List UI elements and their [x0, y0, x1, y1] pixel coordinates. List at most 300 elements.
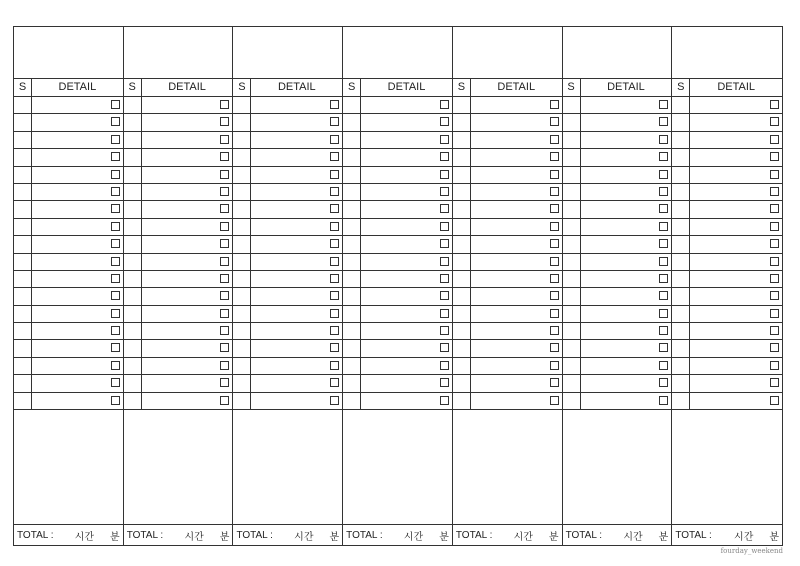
detail-cell[interactable]	[32, 184, 123, 200]
status-cell[interactable]	[14, 236, 32, 252]
status-cell[interactable]	[563, 236, 581, 252]
status-cell[interactable]	[453, 132, 471, 148]
status-cell[interactable]	[672, 184, 690, 200]
task-checkbox[interactable]	[770, 117, 779, 126]
task-checkbox[interactable]	[330, 378, 339, 387]
detail-cell[interactable]	[361, 114, 452, 130]
detail-cell[interactable]	[471, 149, 562, 165]
column-title-area[interactable]	[343, 27, 452, 79]
task-checkbox[interactable]	[330, 222, 339, 231]
detail-cell[interactable]	[361, 254, 452, 270]
status-cell[interactable]	[563, 340, 581, 356]
status-cell[interactable]	[124, 306, 142, 322]
status-cell[interactable]	[14, 132, 32, 148]
status-cell[interactable]	[233, 340, 251, 356]
status-cell[interactable]	[233, 375, 251, 391]
task-checkbox[interactable]	[330, 170, 339, 179]
status-cell[interactable]	[563, 184, 581, 200]
detail-cell[interactable]	[32, 271, 123, 287]
task-checkbox[interactable]	[111, 170, 120, 179]
detail-cell[interactable]	[581, 340, 672, 356]
status-cell[interactable]	[343, 288, 361, 304]
status-cell[interactable]	[563, 201, 581, 217]
column-title-area[interactable]	[672, 27, 782, 79]
status-cell[interactable]	[233, 184, 251, 200]
detail-cell[interactable]	[251, 149, 342, 165]
task-checkbox[interactable]	[220, 343, 229, 352]
status-cell[interactable]	[124, 323, 142, 339]
task-checkbox[interactable]	[111, 326, 120, 335]
detail-cell[interactable]	[32, 219, 123, 235]
task-checkbox[interactable]	[440, 152, 449, 161]
status-cell[interactable]	[343, 254, 361, 270]
task-checkbox[interactable]	[111, 204, 120, 213]
detail-cell[interactable]	[690, 97, 782, 113]
task-checkbox[interactable]	[550, 257, 559, 266]
status-cell[interactable]	[453, 97, 471, 113]
task-checkbox[interactable]	[111, 100, 120, 109]
status-cell[interactable]	[453, 149, 471, 165]
task-checkbox[interactable]	[659, 239, 668, 248]
status-cell[interactable]	[672, 375, 690, 391]
task-checkbox[interactable]	[440, 187, 449, 196]
status-cell[interactable]	[343, 306, 361, 322]
task-checkbox[interactable]	[659, 291, 668, 300]
task-checkbox[interactable]	[440, 222, 449, 231]
status-cell[interactable]	[453, 288, 471, 304]
task-checkbox[interactable]	[111, 117, 120, 126]
detail-cell[interactable]	[581, 323, 672, 339]
detail-cell[interactable]	[251, 132, 342, 148]
status-cell[interactable]	[124, 184, 142, 200]
status-cell[interactable]	[233, 236, 251, 252]
detail-cell[interactable]	[690, 114, 782, 130]
status-cell[interactable]	[343, 167, 361, 183]
task-checkbox[interactable]	[550, 135, 559, 144]
task-checkbox[interactable]	[330, 187, 339, 196]
task-checkbox[interactable]	[550, 117, 559, 126]
task-checkbox[interactable]	[111, 135, 120, 144]
detail-cell[interactable]	[32, 375, 123, 391]
task-checkbox[interactable]	[659, 309, 668, 318]
status-cell[interactable]	[563, 323, 581, 339]
detail-cell[interactable]	[32, 167, 123, 183]
detail-cell[interactable]	[32, 340, 123, 356]
detail-cell[interactable]	[251, 323, 342, 339]
task-checkbox[interactable]	[440, 239, 449, 248]
status-cell[interactable]	[124, 201, 142, 217]
detail-cell[interactable]	[361, 97, 452, 113]
task-checkbox[interactable]	[330, 361, 339, 370]
status-cell[interactable]	[233, 288, 251, 304]
task-checkbox[interactable]	[111, 343, 120, 352]
detail-cell[interactable]	[471, 358, 562, 374]
task-checkbox[interactable]	[111, 187, 120, 196]
task-checkbox[interactable]	[659, 204, 668, 213]
detail-cell[interactable]	[471, 288, 562, 304]
status-cell[interactable]	[343, 393, 361, 409]
task-checkbox[interactable]	[440, 378, 449, 387]
status-cell[interactable]	[343, 114, 361, 130]
detail-cell[interactable]	[690, 288, 782, 304]
detail-cell[interactable]	[361, 288, 452, 304]
notes-area[interactable]	[453, 410, 562, 525]
task-checkbox[interactable]	[330, 326, 339, 335]
detail-cell[interactable]	[142, 375, 233, 391]
task-checkbox[interactable]	[440, 396, 449, 405]
task-checkbox[interactable]	[111, 222, 120, 231]
task-checkbox[interactable]	[550, 291, 559, 300]
detail-cell[interactable]	[32, 114, 123, 130]
status-cell[interactable]	[233, 271, 251, 287]
task-checkbox[interactable]	[659, 152, 668, 161]
detail-cell[interactable]	[142, 254, 233, 270]
task-checkbox[interactable]	[330, 343, 339, 352]
task-checkbox[interactable]	[111, 291, 120, 300]
detail-cell[interactable]	[471, 132, 562, 148]
detail-cell[interactable]	[471, 201, 562, 217]
detail-cell[interactable]	[142, 306, 233, 322]
detail-cell[interactable]	[581, 393, 672, 409]
column-title-area[interactable]	[453, 27, 562, 79]
task-checkbox[interactable]	[550, 204, 559, 213]
status-cell[interactable]	[672, 201, 690, 217]
status-cell[interactable]	[343, 271, 361, 287]
status-cell[interactable]	[343, 149, 361, 165]
detail-cell[interactable]	[581, 201, 672, 217]
status-cell[interactable]	[233, 219, 251, 235]
status-cell[interactable]	[563, 167, 581, 183]
task-checkbox[interactable]	[330, 291, 339, 300]
detail-cell[interactable]	[690, 184, 782, 200]
status-cell[interactable]	[124, 340, 142, 356]
task-checkbox[interactable]	[770, 378, 779, 387]
notes-area[interactable]	[672, 410, 782, 525]
detail-cell[interactable]	[581, 236, 672, 252]
task-checkbox[interactable]	[330, 152, 339, 161]
status-cell[interactable]	[14, 375, 32, 391]
task-checkbox[interactable]	[770, 361, 779, 370]
task-checkbox[interactable]	[220, 326, 229, 335]
detail-cell[interactable]	[581, 375, 672, 391]
status-cell[interactable]	[563, 393, 581, 409]
status-cell[interactable]	[672, 306, 690, 322]
detail-cell[interactable]	[581, 288, 672, 304]
status-cell[interactable]	[14, 149, 32, 165]
detail-cell[interactable]	[690, 201, 782, 217]
task-checkbox[interactable]	[220, 239, 229, 248]
status-cell[interactable]	[124, 97, 142, 113]
task-checkbox[interactable]	[770, 326, 779, 335]
detail-cell[interactable]	[471, 114, 562, 130]
status-cell[interactable]	[124, 114, 142, 130]
status-cell[interactable]	[563, 375, 581, 391]
detail-cell[interactable]	[142, 358, 233, 374]
status-cell[interactable]	[563, 132, 581, 148]
status-cell[interactable]	[672, 149, 690, 165]
status-cell[interactable]	[14, 271, 32, 287]
task-checkbox[interactable]	[330, 239, 339, 248]
detail-cell[interactable]	[251, 254, 342, 270]
status-cell[interactable]	[233, 167, 251, 183]
detail-cell[interactable]	[32, 393, 123, 409]
detail-cell[interactable]	[251, 288, 342, 304]
task-checkbox[interactable]	[440, 361, 449, 370]
detail-cell[interactable]	[32, 306, 123, 322]
task-checkbox[interactable]	[550, 396, 559, 405]
status-cell[interactable]	[563, 254, 581, 270]
status-cell[interactable]	[233, 358, 251, 374]
task-checkbox[interactable]	[659, 222, 668, 231]
task-checkbox[interactable]	[770, 222, 779, 231]
detail-cell[interactable]	[251, 375, 342, 391]
detail-cell[interactable]	[32, 149, 123, 165]
detail-cell[interactable]	[361, 306, 452, 322]
status-cell[interactable]	[453, 114, 471, 130]
detail-cell[interactable]	[251, 393, 342, 409]
status-cell[interactable]	[14, 219, 32, 235]
detail-cell[interactable]	[361, 184, 452, 200]
task-checkbox[interactable]	[220, 135, 229, 144]
status-cell[interactable]	[343, 375, 361, 391]
detail-cell[interactable]	[361, 149, 452, 165]
status-cell[interactable]	[343, 340, 361, 356]
task-checkbox[interactable]	[770, 204, 779, 213]
task-checkbox[interactable]	[440, 170, 449, 179]
task-checkbox[interactable]	[659, 274, 668, 283]
detail-cell[interactable]	[471, 271, 562, 287]
task-checkbox[interactable]	[770, 187, 779, 196]
task-checkbox[interactable]	[550, 326, 559, 335]
status-cell[interactable]	[233, 306, 251, 322]
task-checkbox[interactable]	[111, 239, 120, 248]
status-cell[interactable]	[343, 132, 361, 148]
status-cell[interactable]	[343, 201, 361, 217]
status-cell[interactable]	[563, 219, 581, 235]
status-cell[interactable]	[563, 149, 581, 165]
detail-cell[interactable]	[32, 97, 123, 113]
status-cell[interactable]	[453, 393, 471, 409]
detail-cell[interactable]	[142, 288, 233, 304]
detail-cell[interactable]	[690, 167, 782, 183]
status-cell[interactable]	[672, 393, 690, 409]
column-title-area[interactable]	[14, 27, 123, 79]
status-cell[interactable]	[14, 254, 32, 270]
detail-cell[interactable]	[471, 323, 562, 339]
detail-cell[interactable]	[32, 323, 123, 339]
column-title-area[interactable]	[563, 27, 672, 79]
task-checkbox[interactable]	[550, 222, 559, 231]
detail-cell[interactable]	[581, 97, 672, 113]
detail-cell[interactable]	[471, 184, 562, 200]
detail-cell[interactable]	[471, 393, 562, 409]
status-cell[interactable]	[233, 201, 251, 217]
detail-cell[interactable]	[361, 201, 452, 217]
task-checkbox[interactable]	[659, 100, 668, 109]
detail-cell[interactable]	[581, 254, 672, 270]
status-cell[interactable]	[14, 167, 32, 183]
task-checkbox[interactable]	[440, 326, 449, 335]
detail-cell[interactable]	[32, 132, 123, 148]
detail-cell[interactable]	[471, 167, 562, 183]
detail-cell[interactable]	[690, 149, 782, 165]
detail-cell[interactable]	[581, 114, 672, 130]
status-cell[interactable]	[233, 254, 251, 270]
task-checkbox[interactable]	[550, 100, 559, 109]
task-checkbox[interactable]	[220, 204, 229, 213]
detail-cell[interactable]	[361, 132, 452, 148]
status-cell[interactable]	[124, 219, 142, 235]
task-checkbox[interactable]	[330, 309, 339, 318]
detail-cell[interactable]	[32, 288, 123, 304]
task-checkbox[interactable]	[220, 170, 229, 179]
detail-cell[interactable]	[690, 271, 782, 287]
detail-cell[interactable]	[251, 236, 342, 252]
detail-cell[interactable]	[32, 358, 123, 374]
task-checkbox[interactable]	[770, 100, 779, 109]
status-cell[interactable]	[453, 340, 471, 356]
notes-area[interactable]	[563, 410, 672, 525]
status-cell[interactable]	[672, 132, 690, 148]
detail-cell[interactable]	[581, 358, 672, 374]
status-cell[interactable]	[124, 375, 142, 391]
task-checkbox[interactable]	[659, 257, 668, 266]
task-checkbox[interactable]	[111, 257, 120, 266]
status-cell[interactable]	[563, 358, 581, 374]
detail-cell[interactable]	[471, 306, 562, 322]
task-checkbox[interactable]	[550, 309, 559, 318]
detail-cell[interactable]	[142, 201, 233, 217]
detail-cell[interactable]	[471, 97, 562, 113]
task-checkbox[interactable]	[111, 396, 120, 405]
task-checkbox[interactable]	[220, 291, 229, 300]
detail-cell[interactable]	[251, 114, 342, 130]
task-checkbox[interactable]	[330, 100, 339, 109]
detail-cell[interactable]	[581, 306, 672, 322]
detail-cell[interactable]	[581, 271, 672, 287]
task-checkbox[interactable]	[770, 309, 779, 318]
detail-cell[interactable]	[690, 323, 782, 339]
status-cell[interactable]	[453, 306, 471, 322]
task-checkbox[interactable]	[330, 396, 339, 405]
task-checkbox[interactable]	[440, 257, 449, 266]
task-checkbox[interactable]	[770, 291, 779, 300]
task-checkbox[interactable]	[440, 343, 449, 352]
status-cell[interactable]	[453, 323, 471, 339]
detail-cell[interactable]	[581, 132, 672, 148]
task-checkbox[interactable]	[220, 187, 229, 196]
detail-cell[interactable]	[690, 254, 782, 270]
status-cell[interactable]	[672, 358, 690, 374]
task-checkbox[interactable]	[330, 117, 339, 126]
status-cell[interactable]	[672, 271, 690, 287]
task-checkbox[interactable]	[330, 204, 339, 213]
detail-cell[interactable]	[361, 323, 452, 339]
detail-cell[interactable]	[361, 167, 452, 183]
detail-cell[interactable]	[361, 219, 452, 235]
detail-cell[interactable]	[251, 340, 342, 356]
detail-cell[interactable]	[142, 271, 233, 287]
task-checkbox[interactable]	[111, 361, 120, 370]
status-cell[interactable]	[563, 306, 581, 322]
task-checkbox[interactable]	[659, 170, 668, 179]
task-checkbox[interactable]	[550, 274, 559, 283]
task-checkbox[interactable]	[550, 239, 559, 248]
status-cell[interactable]	[672, 114, 690, 130]
task-checkbox[interactable]	[550, 152, 559, 161]
task-checkbox[interactable]	[220, 117, 229, 126]
status-cell[interactable]	[453, 375, 471, 391]
status-cell[interactable]	[453, 254, 471, 270]
detail-cell[interactable]	[361, 358, 452, 374]
detail-cell[interactable]	[251, 184, 342, 200]
detail-cell[interactable]	[690, 306, 782, 322]
status-cell[interactable]	[124, 254, 142, 270]
detail-cell[interactable]	[690, 375, 782, 391]
detail-cell[interactable]	[142, 219, 233, 235]
task-checkbox[interactable]	[550, 378, 559, 387]
status-cell[interactable]	[672, 167, 690, 183]
task-checkbox[interactable]	[111, 309, 120, 318]
status-cell[interactable]	[14, 323, 32, 339]
status-cell[interactable]	[124, 167, 142, 183]
status-cell[interactable]	[672, 219, 690, 235]
detail-cell[interactable]	[471, 254, 562, 270]
detail-cell[interactable]	[471, 236, 562, 252]
notes-area[interactable]	[343, 410, 452, 525]
detail-cell[interactable]	[361, 271, 452, 287]
detail-cell[interactable]	[251, 271, 342, 287]
task-checkbox[interactable]	[440, 204, 449, 213]
task-checkbox[interactable]	[550, 170, 559, 179]
task-checkbox[interactable]	[220, 152, 229, 161]
task-checkbox[interactable]	[659, 135, 668, 144]
task-checkbox[interactable]	[659, 361, 668, 370]
detail-cell[interactable]	[32, 236, 123, 252]
detail-cell[interactable]	[142, 167, 233, 183]
task-checkbox[interactable]	[659, 326, 668, 335]
status-cell[interactable]	[124, 132, 142, 148]
task-checkbox[interactable]	[111, 378, 120, 387]
status-cell[interactable]	[124, 358, 142, 374]
status-cell[interactable]	[343, 323, 361, 339]
status-cell[interactable]	[343, 236, 361, 252]
status-cell[interactable]	[233, 149, 251, 165]
status-cell[interactable]	[14, 97, 32, 113]
status-cell[interactable]	[343, 184, 361, 200]
detail-cell[interactable]	[471, 375, 562, 391]
status-cell[interactable]	[124, 393, 142, 409]
status-cell[interactable]	[453, 236, 471, 252]
status-cell[interactable]	[124, 288, 142, 304]
detail-cell[interactable]	[690, 132, 782, 148]
task-checkbox[interactable]	[659, 117, 668, 126]
task-checkbox[interactable]	[440, 100, 449, 109]
detail-cell[interactable]	[142, 114, 233, 130]
task-checkbox[interactable]	[770, 239, 779, 248]
detail-cell[interactable]	[581, 149, 672, 165]
status-cell[interactable]	[233, 393, 251, 409]
detail-cell[interactable]	[361, 375, 452, 391]
status-cell[interactable]	[233, 132, 251, 148]
status-cell[interactable]	[453, 358, 471, 374]
detail-cell[interactable]	[142, 97, 233, 113]
status-cell[interactable]	[453, 219, 471, 235]
status-cell[interactable]	[672, 236, 690, 252]
task-checkbox[interactable]	[220, 100, 229, 109]
task-checkbox[interactable]	[550, 187, 559, 196]
status-cell[interactable]	[14, 358, 32, 374]
